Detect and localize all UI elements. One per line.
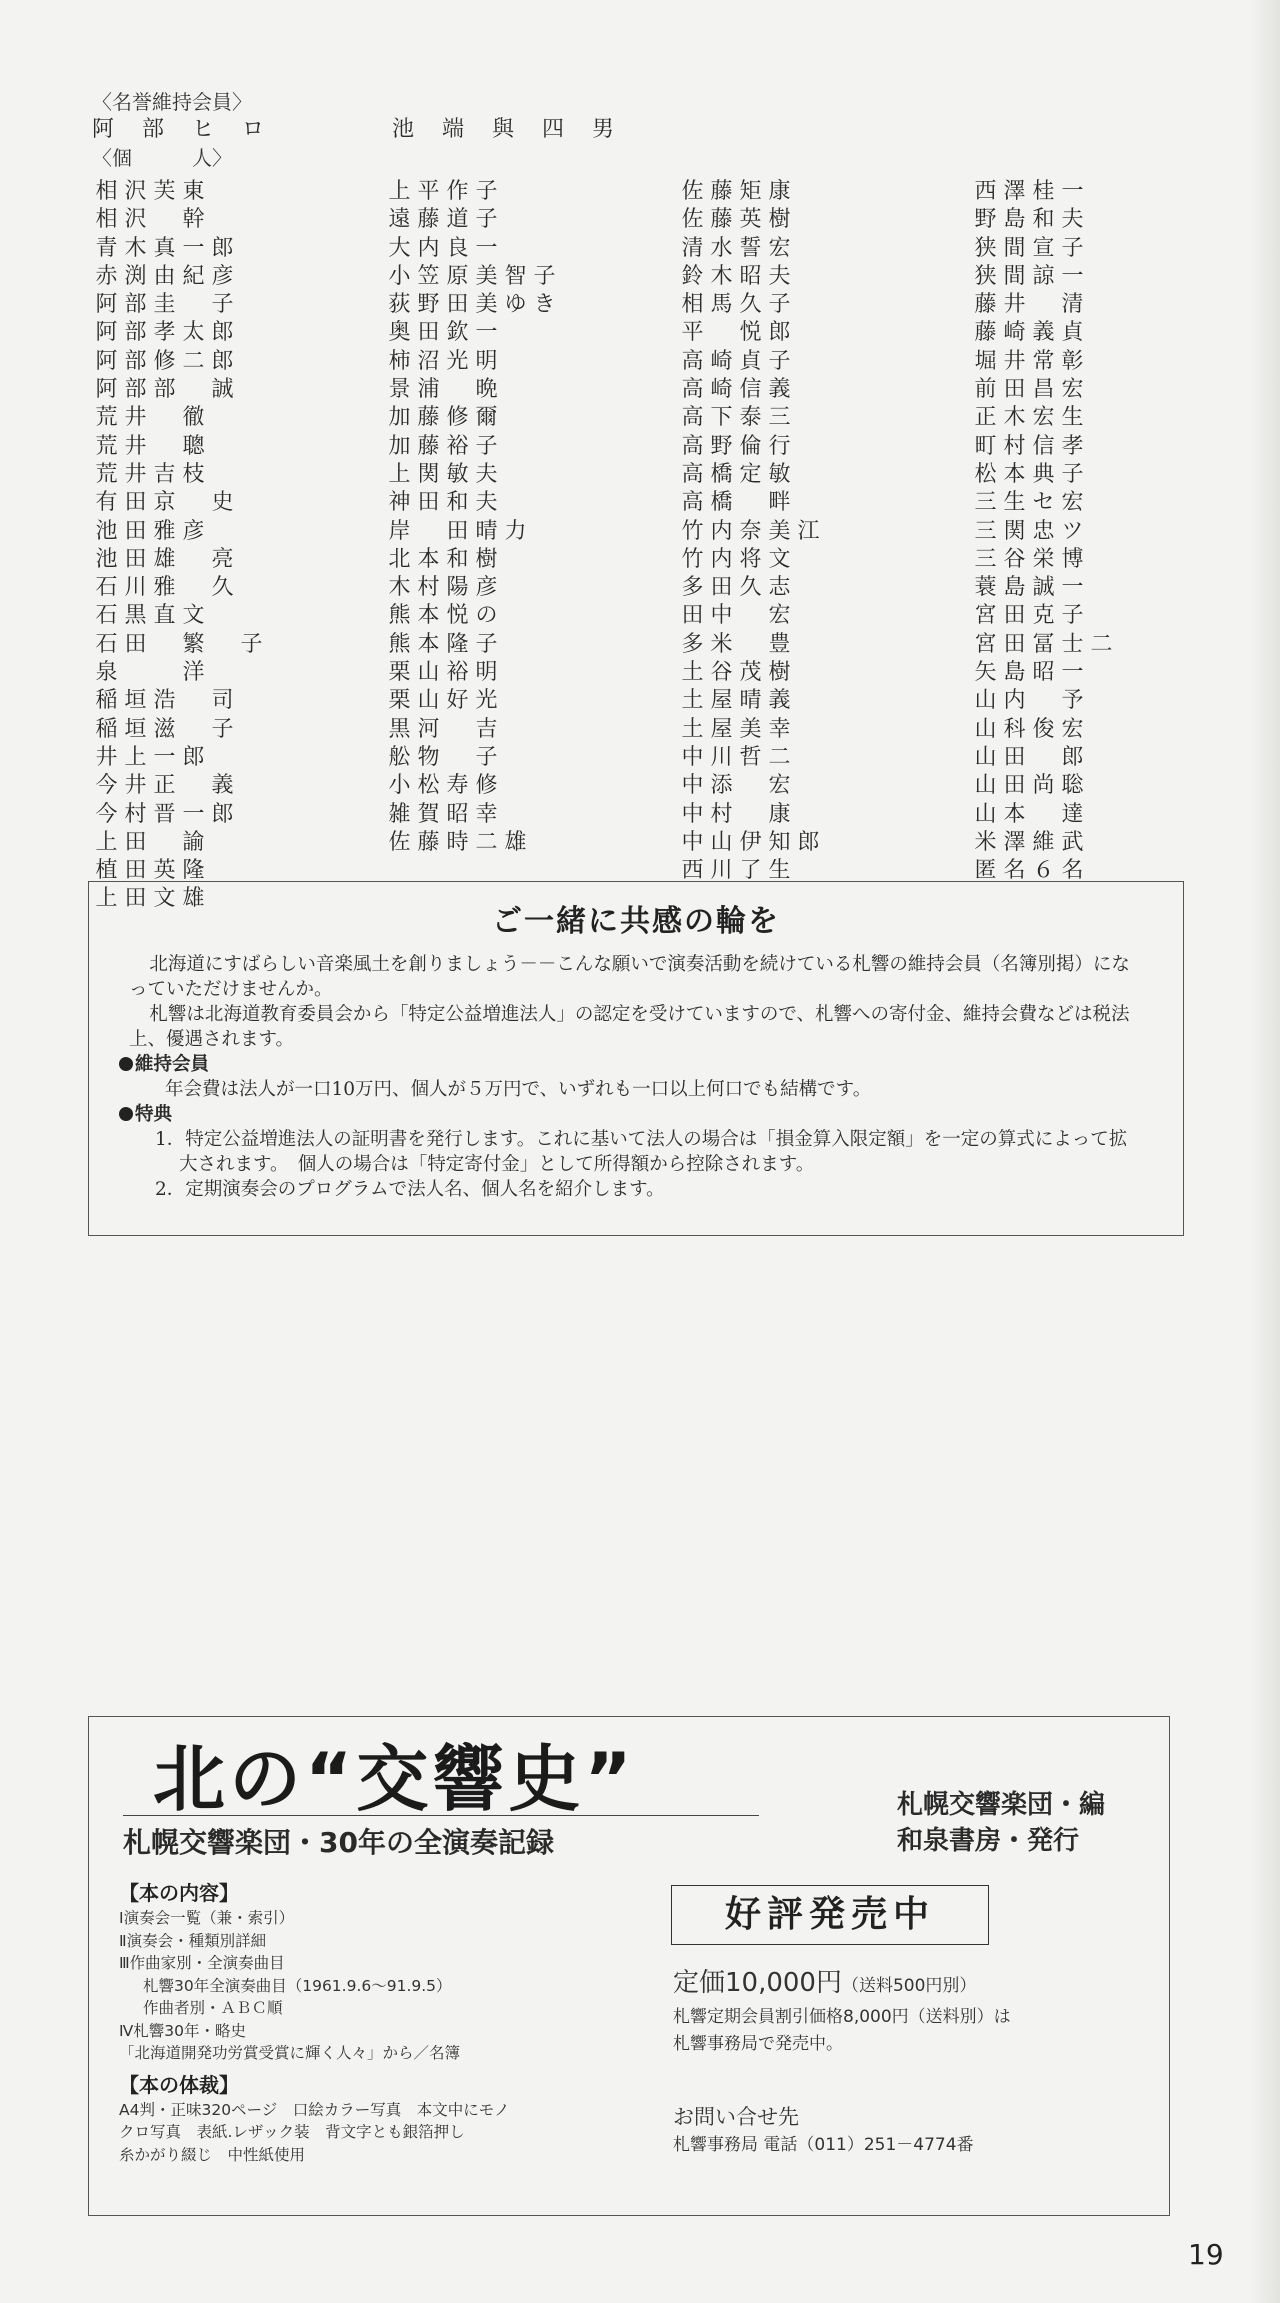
member-name: 加 藤 裕 子 <box>388 433 498 459</box>
member-name: 山 本 達 <box>974 801 1084 827</box>
member-name: 今 井 正 義 <box>95 773 234 799</box>
member-name: 中 添 宏 <box>681 773 791 799</box>
price-info <box>673 1965 1011 2159</box>
member-name: 栗 山 裕 明 <box>388 660 498 686</box>
member-name: 上 田 諭 <box>95 829 205 855</box>
member-name: 中 川 哲 二 <box>681 744 791 770</box>
member-name: 前 田 昌 宏 <box>974 377 1084 403</box>
on-sale-badge: 好評発売中 <box>671 1885 989 1945</box>
member-name: 山 田 尚 聡 <box>974 773 1084 799</box>
book-subtitle: 札幌交響楽団・30年の全演奏記録 <box>123 1826 554 1859</box>
member-name: 西 川 了 生 <box>681 858 791 884</box>
member-name: 田 中 宏 <box>681 603 791 629</box>
contents-item: Ⅳ札響30年・略史 <box>119 2021 247 2040</box>
benefit-item-2: 2．定期演奏会のプログラムで法人名、個人名を紹介します。 <box>155 1179 665 1200</box>
member-name: 有 田 京 史 <box>95 490 234 516</box>
member-name: 雑 賀 昭 幸 <box>388 801 498 827</box>
member-name: 泉 洋 <box>95 660 205 686</box>
member-name: 栗 山 好 光 <box>388 688 498 714</box>
member-name: 高 野 倫 行 <box>681 433 791 459</box>
member-name: 松 本 典 子 <box>974 461 1084 487</box>
member-name: 宮 田 冨 士 二 <box>974 631 1113 657</box>
member-name: 相 沢 芙 東 <box>95 179 205 204</box>
support-appeal-box <box>88 881 1184 1236</box>
member-name: 相 沢 幹 <box>95 207 205 233</box>
member-name: 相 馬 久 子 <box>681 292 791 318</box>
member-name: 奥 田 欽 一 <box>388 320 498 346</box>
member-column <box>678 178 971 914</box>
format-line: A4判・正味320ページ 口絵カラー写真 本文中にモノ <box>119 2100 510 2119</box>
member-name: 竹 内 将 文 <box>681 546 791 572</box>
honorary-names <box>92 116 1202 144</box>
member-name: 阿 部 圭 子 <box>95 292 234 318</box>
member-name: 遠 藤 道 子 <box>388 207 498 233</box>
format-line: クロ写真 表紙.レザック装 背文字とも銀箔押し <box>119 2123 465 2141</box>
member-name: 阿 部 孝 太 郎 <box>95 320 234 346</box>
member-name: 荒 井 徹 <box>95 405 205 431</box>
contact-heading: お問い合せ先 <box>673 2105 799 2129</box>
member-name: 佐 藤 矩 康 <box>681 179 791 204</box>
member-name: 稲 垣 滋 子 <box>95 716 234 742</box>
editor-label: 札幌交響楽団・編 <box>897 1790 1106 1820</box>
member-name: 今 村 晋 一 郎 <box>95 801 234 827</box>
book-title: 北の“交響史” <box>153 1737 636 1821</box>
format-list <box>119 2099 679 2167</box>
member-name: 米 澤 維 武 <box>974 829 1084 855</box>
member-name: 鈴 木 昭 夫 <box>681 263 791 289</box>
member-name: 荒 井 聰 <box>95 433 205 459</box>
bullet-icon <box>119 1107 133 1121</box>
format-heading: 【本の体裁】 <box>119 2072 239 2097</box>
member-name: 野 島 和 夫 <box>974 207 1084 233</box>
title-divider <box>123 1815 759 1816</box>
member-name: 荒 井 吉 枝 <box>95 461 205 487</box>
benefit-item-1: 1．特定公益増進法人の証明書を発行します。これに基いて法人の場合は「損金算入限定額」を一定の算式によって拡大されます。 個人の場合は「特定寄付金」として所得額から控除されます。 <box>155 1129 1128 1175</box>
member-name: 石 川 雅 久 <box>95 575 234 601</box>
member-name: 三 谷 栄 博 <box>974 546 1084 572</box>
member-fee-heading: 維持会員 <box>119 1052 1143 1077</box>
contents-item: 「北海道開発功労賞受賞に輝く人々」から／名簿 <box>119 2044 461 2062</box>
member-name: 藤 井 清 <box>974 292 1084 318</box>
page-number: 19 <box>1188 2238 1224 2271</box>
member-name: 稲 垣 浩 司 <box>95 688 234 714</box>
individual-heading: 〈個 人〉 <box>92 146 232 170</box>
member-name: 赤 渕 由 紀 彦 <box>95 263 234 289</box>
member-name: 木 村 陽 彦 <box>388 575 498 601</box>
contents-item: 作曲者別・ＡＢＣ順 <box>143 1999 283 2017</box>
member-name: 上 関 敏 夫 <box>388 461 498 487</box>
contents-item: Ⅲ作曲家別・全演奏曲目 <box>119 1954 285 1972</box>
member-name: 平 悦 郎 <box>681 320 791 346</box>
member-name: 阿 部 修 二 郎 <box>95 348 234 374</box>
member-name: 小 松 寿 修 <box>388 773 498 799</box>
member-name: 上 平 作 子 <box>388 179 498 204</box>
contents-item: Ⅱ演奏会・種類別詳細 <box>119 1931 267 1950</box>
member-name: 池 田 雅 彦 <box>95 518 205 544</box>
individual-member-grid <box>92 178 1202 914</box>
member-name: 山 田 郎 <box>974 744 1084 770</box>
honorary-name-1: 阿 部 ヒ ロ <box>92 117 265 142</box>
member-name: 匿 名 ６ 名 <box>974 858 1084 884</box>
member-name: 高 橋 定 敏 <box>681 461 791 487</box>
contents-heading: 【本の内容】 <box>119 1881 239 1905</box>
member-name: 阿 部 部 誠 <box>95 377 234 403</box>
member-name: 青 木 真 一 郎 <box>95 235 234 261</box>
member-name: 舩 物 子 <box>388 744 498 770</box>
publisher-label: 和泉書房・発行 <box>897 1826 1080 1856</box>
support-intro-1: 北海道にすばらしい音楽風土を創りましょう－－こんな願いで演奏活動を続けている札響の維持会員（名簿別掲）になっていただけませんか。 <box>129 954 1130 1000</box>
member-name: 三 関 忠 ツ <box>974 518 1084 544</box>
member-name: 北 本 和 樹 <box>388 546 498 572</box>
book-advertisement <box>88 1716 1170 2216</box>
member-name: 荻 野 田 美 ゆ き <box>388 292 556 318</box>
member-column <box>92 178 385 914</box>
member-name: 中 山 伊 知 郎 <box>681 829 820 855</box>
honorary-heading: 〈名誉維持会員〉 <box>92 90 252 114</box>
contents-item: Ⅰ演奏会一覧（兼・索引） <box>119 1909 295 1927</box>
member-name: 藤 崎 義 貞 <box>974 320 1084 346</box>
member-name: 池 田 雄 亮 <box>95 546 234 572</box>
honorary-name-2: 池 端 與 四 男 <box>392 117 615 142</box>
contents-item: 札響30年全演奏曲目（1961.9.6～91.9.5） <box>143 1976 452 1995</box>
member-column <box>385 178 678 914</box>
member-name: 佐 藤 英 樹 <box>681 207 791 233</box>
member-name: 町 村 信 孝 <box>974 433 1084 459</box>
member-name: 土 屋 美 幸 <box>681 716 791 742</box>
member-name: 宮 田 克 子 <box>974 603 1084 629</box>
member-name: 岸 田 晴 力 <box>388 518 527 544</box>
member-name: 佐 藤 時 二 雄 <box>388 829 527 855</box>
member-name: 多 米 豊 <box>681 631 791 657</box>
book-details <box>119 1879 679 2166</box>
publisher-info <box>897 1787 1105 1859</box>
member-name: 井 上 一 郎 <box>95 744 205 770</box>
member-name: 景 浦 晩 <box>388 377 498 403</box>
member-name: 多 田 久 志 <box>681 575 791 601</box>
member-name: 高 下 泰 三 <box>681 405 791 431</box>
member-name: 植 田 英 隆 <box>95 858 205 884</box>
member-name: 加 藤 修 爾 <box>388 405 498 431</box>
member-list <box>92 88 1202 914</box>
benefit-heading: 特典 <box>119 1102 1143 1127</box>
price: 定価10,000円（送料500円別） <box>673 1968 977 1998</box>
member-name: 石 田 繁 子 <box>95 631 263 657</box>
member-price-2: 札響事務局で発売中。 <box>673 2034 843 2054</box>
member-name: 山 内 予 <box>974 688 1084 714</box>
member-name: 清 水 誓 宏 <box>681 235 791 261</box>
member-name: 土 谷 茂 樹 <box>681 660 791 686</box>
support-intro-2: 札響は北海道教育委員会から「特定公益増進法人」の認定を受けていますので、札響への寄付金、維持会費などは税法上、優遇されます。 <box>129 1004 1130 1050</box>
member-price: 札響定期会員割引価格8,000円（送料別）は <box>673 2007 1011 2027</box>
member-name: 正 木 宏 生 <box>974 405 1084 431</box>
member-name: 三 生 セ 宏 <box>974 490 1084 516</box>
member-name: 熊 本 悦 の <box>388 603 498 629</box>
member-name: 土 屋 晴 義 <box>681 688 791 714</box>
member-name: 柿 沼 光 明 <box>388 348 498 374</box>
member-name: 狭 間 宣 子 <box>974 235 1084 261</box>
member-name: 大 内 良 一 <box>388 235 498 261</box>
member-name: 高 橋 畔 <box>681 490 791 516</box>
member-name: 神 田 和 夫 <box>388 490 498 516</box>
member-name: 高 崎 信 義 <box>681 377 791 403</box>
member-name: 竹 内 奈 美 江 <box>681 518 820 544</box>
page-edge <box>1250 0 1280 2303</box>
contact-info: 札響事務局 電話（011）251－4774番 <box>673 2135 974 2155</box>
bullet-icon <box>119 1057 133 1071</box>
member-name: 熊 本 隆 子 <box>388 631 498 657</box>
member-name: 石 黒 直 文 <box>95 603 205 629</box>
member-name: 高 崎 貞 子 <box>681 348 791 374</box>
member-name: 西 澤 桂 一 <box>974 179 1084 204</box>
member-name: 狭 間 諒 一 <box>974 263 1084 289</box>
member-name: 蓑 島 誠 一 <box>974 575 1084 601</box>
member-name: 黒 河 吉 <box>388 716 498 742</box>
member-name: 山 科 俊 宏 <box>974 716 1084 742</box>
member-name: 矢 島 昭 一 <box>974 660 1084 686</box>
member-fee-text: 年会費は法人が一口10万円、個人が５万円で、いずれも一口以上何口でも結構です。 <box>165 1079 872 1100</box>
member-name: 上 田 文 雄 <box>95 886 205 912</box>
member-name: 中 村 康 <box>681 801 791 827</box>
format-line: 糸かがり綴じ 中性紙使用 <box>119 2145 306 2164</box>
member-name: 小 笠 原 美 智 子 <box>388 263 556 289</box>
member-name: 堀 井 常 彰 <box>974 348 1084 374</box>
contents-list <box>119 1907 679 2065</box>
support-title: ご一緒に共感の輪を <box>492 904 780 939</box>
member-column <box>971 178 1201 914</box>
